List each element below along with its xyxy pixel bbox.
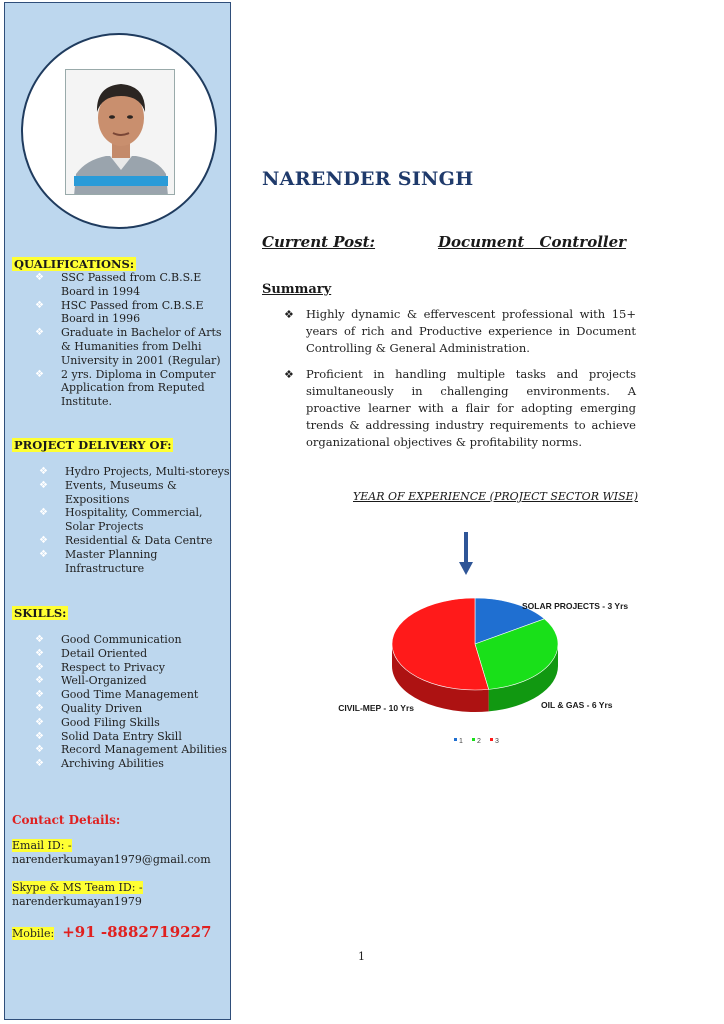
list-item: ❖ Detail Oriented xyxy=(35,646,148,660)
diamond-bullet-icon: ❖ xyxy=(35,702,44,714)
diamond-bullet-icon: ❖ xyxy=(35,661,44,673)
diamond-bullet-icon: ❖ xyxy=(39,507,48,519)
diamond-bullet-icon: ❖ xyxy=(35,368,44,380)
project-delivery-title: PROJECT DELIVERY OF: xyxy=(14,438,172,452)
legend-swatch xyxy=(490,738,493,741)
list-item: ❖ Good Time Management xyxy=(35,688,199,702)
list-item: ❖ Respect to Privacy xyxy=(35,660,165,674)
mobile-block xyxy=(12,925,211,941)
list-item: ❖ Events, Museums & Expositions xyxy=(39,478,177,506)
skype-value: narenderkumayan1979 xyxy=(12,895,142,908)
page-number: 1 xyxy=(358,950,365,963)
list-item: ❖ Good Communication xyxy=(35,633,182,646)
down-arrow-icon xyxy=(456,532,476,576)
qualifications-list xyxy=(35,271,231,409)
skype-block xyxy=(12,881,143,909)
skills-title: SKILLS: xyxy=(14,606,67,620)
diamond-bullet-icon: ❖ xyxy=(35,272,44,283)
legend-swatch xyxy=(454,738,457,741)
profile-photo-circle xyxy=(21,33,217,229)
list-item: ❖ Well-Organized xyxy=(35,674,147,688)
diamond-bullet-icon: ❖ xyxy=(35,730,44,742)
mobile-value: +91 -8882719227 xyxy=(62,923,212,941)
diamond-bullet-icon: ❖ xyxy=(35,744,44,756)
list-item: ❖ Hydro Projects, Multi-storeys xyxy=(39,465,230,478)
list-item: ❖ Hospitality, Commercial, Solar Projects xyxy=(39,506,203,534)
list-item: ❖ Record Management Abilities xyxy=(35,743,227,757)
legend-swatch xyxy=(472,738,475,741)
list-item: ❖ Quality Driven xyxy=(35,701,143,715)
current-post-label: Current Post: xyxy=(262,233,376,251)
list-item: ❖ HSC Passed from C.B.S.E Board in 1996 xyxy=(35,298,204,326)
diamond-bullet-icon: ❖ xyxy=(35,647,44,659)
pie-slice-label: OIL & GAS - 6 Yrs xyxy=(541,700,613,710)
summary-item: ❖ Proficient in handling multiple tasks and projects simultaneously in challenging environments. A proactive learner with a flair for adopting emerging trends & addressing industry requirements to achieve organizational objectives & profitability norms. xyxy=(284,367,636,449)
legend-label: 3 xyxy=(495,738,499,745)
diamond-bullet-icon: ❖ xyxy=(284,368,294,381)
diamond-bullet-icon: ❖ xyxy=(35,716,44,728)
list-item: ❖ 2 yrs. Diploma in Computer Application from Reputed Institute. xyxy=(35,367,216,409)
list-item: ❖ Residential & Data Centre xyxy=(39,533,213,547)
list-item: ❖ SSC Passed from C.B.S.E Board in 1994 xyxy=(35,271,202,298)
summary-list xyxy=(284,306,636,460)
profile-photo xyxy=(65,69,175,195)
diamond-bullet-icon: ❖ xyxy=(39,548,48,560)
diamond-bullet-icon: ❖ xyxy=(35,634,44,645)
qualifications-title: QUALIFICATIONS: xyxy=(14,257,135,271)
legend-label: 2 xyxy=(477,738,481,745)
email-block xyxy=(12,839,211,867)
pie-slice-label: CIVIL-MEP - 10 Yrs xyxy=(338,703,414,713)
contact-details-title: Contact Details: xyxy=(12,813,121,827)
candidate-name: NARENDER SINGH xyxy=(262,168,474,190)
projects-list xyxy=(39,465,231,575)
list-item: ❖ Graduate in Bachelor of Arts & Humanities from Delhi University in 2001 (Regular) xyxy=(35,326,222,367)
list-item: ❖ Master Planning Infrastructure xyxy=(39,547,158,575)
list-item: ❖ Archiving Abilities xyxy=(35,757,164,771)
skype-label: Skype & MS Team ID: - xyxy=(12,881,143,894)
experience-pie-chart xyxy=(326,588,646,758)
diamond-bullet-icon: ❖ xyxy=(39,479,48,491)
diamond-bullet-icon: ❖ xyxy=(35,758,44,770)
diamond-bullet-icon: ❖ xyxy=(35,299,44,311)
diamond-bullet-icon: ❖ xyxy=(39,534,48,546)
list-item: ❖ Solid Data Entry Skill xyxy=(35,729,182,743)
diamond-bullet-icon: ❖ xyxy=(35,675,44,687)
current-post-value: Document Controller xyxy=(438,233,627,251)
skills-list xyxy=(35,633,231,771)
diamond-bullet-icon: ❖ xyxy=(35,327,44,339)
summary-title: Summary xyxy=(262,282,332,297)
person-portrait xyxy=(66,70,175,195)
list-item: ❖ Good Filing Skills xyxy=(35,715,160,729)
diamond-bullet-icon: ❖ xyxy=(39,466,48,477)
email-value[interactable]: narenderkumayan1979@gmail.com xyxy=(12,853,211,866)
mobile-label: Mobile: xyxy=(12,927,55,940)
summary-item: ❖ Highly dynamic & effervescent professional with 15+ years of rich and Productive experience in Document Controlling & General Administration. xyxy=(284,307,636,355)
diamond-bullet-icon: ❖ xyxy=(284,308,294,321)
legend-label: 1 xyxy=(459,738,463,745)
sidebar xyxy=(4,2,231,1020)
email-label: Email ID: - xyxy=(12,839,72,852)
pie-slice-label: SOLAR PROJECTS - 3 Yrs xyxy=(522,601,629,611)
diamond-bullet-icon: ❖ xyxy=(35,689,44,701)
experience-chart-title: YEAR OF EXPERIENCE (PROJECT SECTOR WISE) xyxy=(353,490,638,503)
